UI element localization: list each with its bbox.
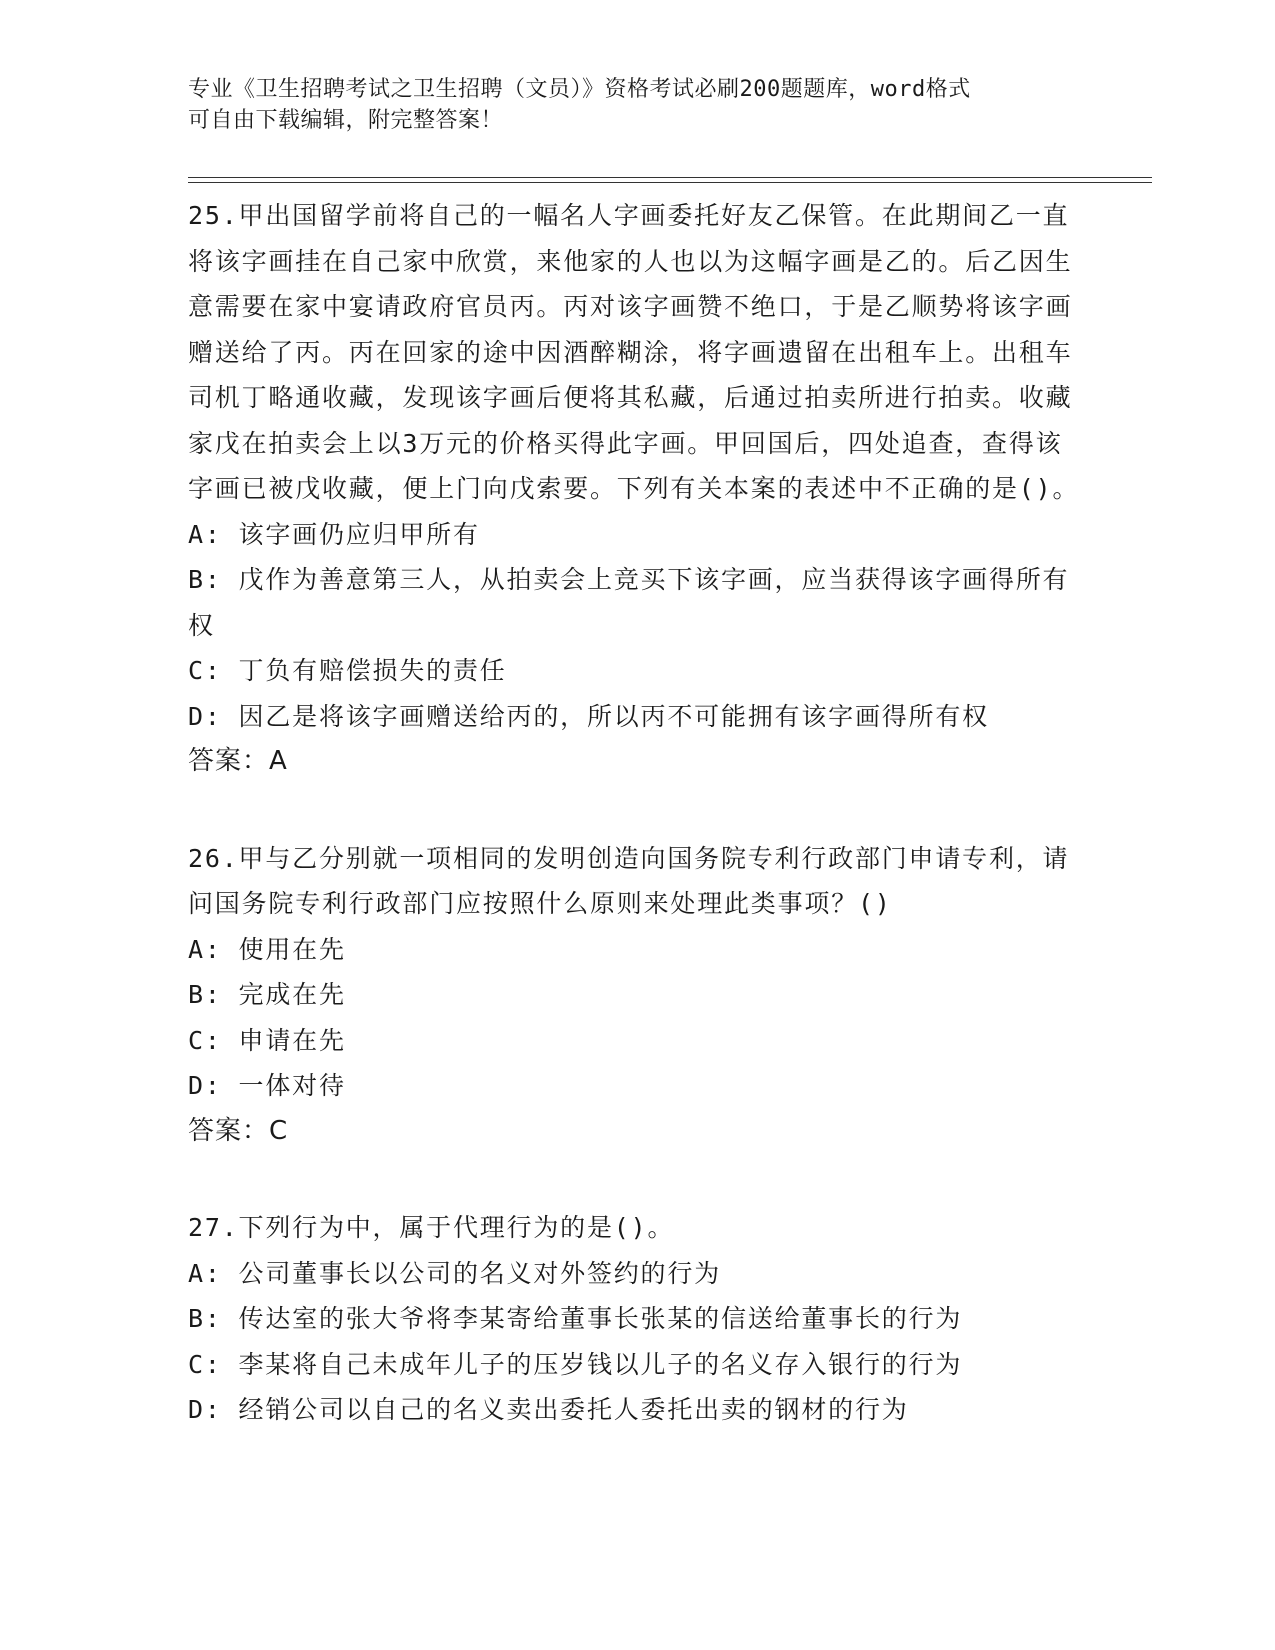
question-item bbox=[188, 193, 1088, 785]
option-b: B: 传达室的张大爷将李某寄给董事长张某的信送给董事长的行为 bbox=[188, 1304, 963, 1333]
option-d: D: 一体对待 bbox=[188, 1071, 346, 1100]
question-stem: 26.甲与乙分别就一项相同的发明创造向国务院专利行政部门申请专利，请问国务院专利行政部门应按照什么原则来处理此类事项？() bbox=[188, 843, 1070, 918]
document-header bbox=[188, 74, 1088, 136]
question-item bbox=[188, 836, 1088, 1155]
question-stem: 25.甲出国留学前将自己的一幅名人字画委托好友乙保管。在此期间乙一直将该字画挂在自己家中欣赏，来他家的人也以为这幅字画是乙的。后乙因生意需要在家中宴请政府官员丙。丙对该字画赞不绝口，于是乙顺势将该字画赠送给了丙。丙在回家的途中因酒醉糊涂，将字画遗留在出租车上。出租车司机丁略通收藏，发现该字画后便将其私藏，后通过拍卖所进行拍卖。收藏家戊在拍卖会上以3万元的价格买得此字画。甲回国后，四处追查，查得该字画已被戊收藏，便上门向戊索要。下列有关本案的表述中不正确的是()。 bbox=[188, 201, 1080, 503]
option-d: D: 经销公司以自己的名义卖出委托人委托出卖的钢材的行为 bbox=[188, 1395, 909, 1424]
option-d: D: 因乙是将该字画赠送给丙的，所以丙不可能拥有该字画得所有权 bbox=[188, 701, 989, 731]
answer-line: 答案：C bbox=[188, 1115, 289, 1146]
answer-line: 答案：A bbox=[188, 746, 288, 776]
option-c: C: 申请在先 bbox=[188, 1025, 346, 1055]
header-line-1: 专业《卫生招聘考试之卫生招聘（文员）》资格考试必刷200题题库，word格式 bbox=[188, 77, 971, 102]
option-b: B: 戊作为善意第三人，从拍卖会上竞买下该字画，应当获得该字画得所有权 bbox=[188, 565, 1070, 640]
header-divider-bottom bbox=[188, 182, 1152, 183]
option-c: C: 丁负有赔偿损失的责任 bbox=[188, 656, 507, 685]
question-stem: 27.下列行为中，属于代理行为的是()。 bbox=[188, 1213, 675, 1242]
option-a: A: 使用在先 bbox=[188, 934, 346, 964]
header-line-2: 可自由下载编辑，附完整答案！ bbox=[188, 108, 504, 133]
question-list bbox=[188, 193, 1088, 1484]
question-item bbox=[188, 1205, 1088, 1433]
option-b: B: 完成在先 bbox=[188, 980, 346, 1009]
header-divider-top bbox=[188, 177, 1152, 178]
option-c: C: 李某将自己未成年儿子的压岁钱以儿子的名义存入银行的行为 bbox=[188, 1349, 963, 1379]
option-a: A: 公司董事长以公司的名义对外签约的行为 bbox=[188, 1258, 721, 1288]
option-a: A: 该字画仍应归甲所有 bbox=[188, 519, 480, 549]
